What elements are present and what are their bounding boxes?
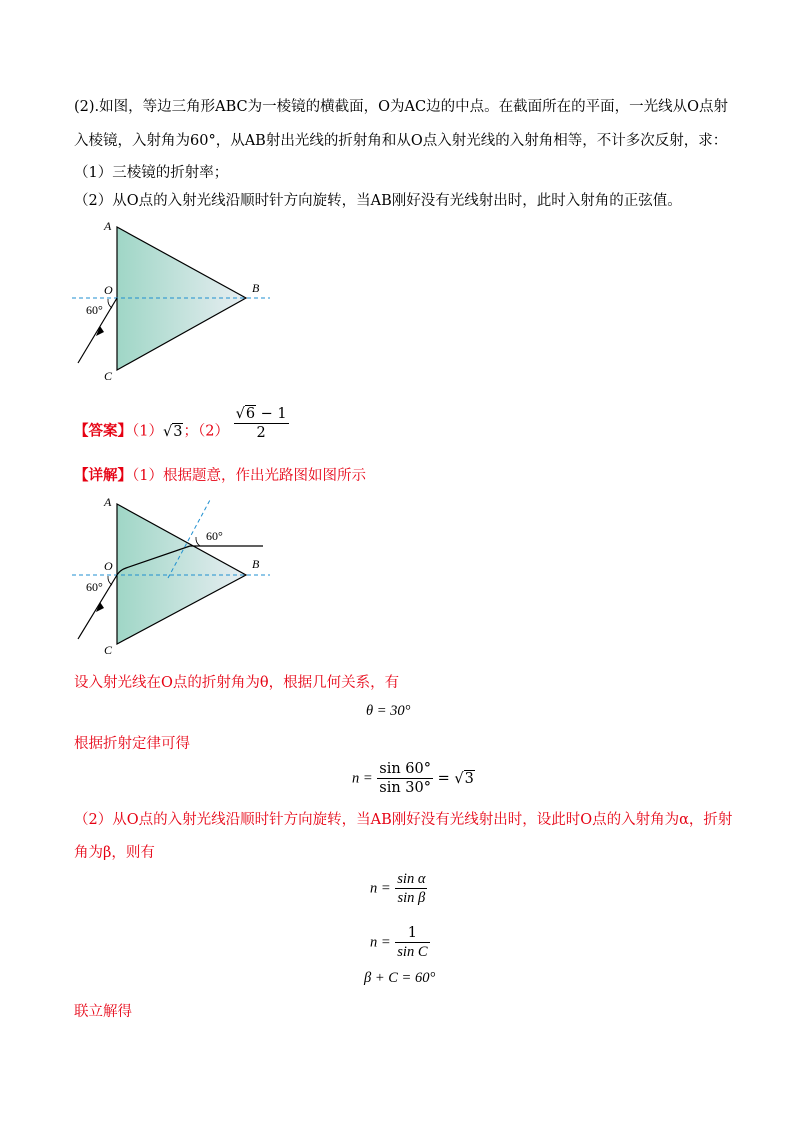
explanation-p3b: 角为β，则有 — [74, 845, 155, 861]
answer-part1-sqrt: √3 — [162, 423, 183, 440]
explanation-tag: 【详解】 — [74, 467, 132, 484]
exit-angle-arc — [196, 537, 200, 546]
question-line-1: (2).如图，等边三角形ABC为一棱镜的横截面，O为AC边的中点。在截面所在的平面，一光线从O点射 — [74, 99, 728, 115]
prism-figure-2 — [60, 492, 300, 662]
label-C: C — [104, 369, 113, 383]
explanation-intro-line — [74, 466, 366, 486]
label-A-2: A — [104, 495, 112, 509]
eq2-fraction: $\frac{\sin 60^\circ}{\sin 30^\circ}$ — [379, 761, 432, 796]
eq4-fraction: $\frac{1}{\text{sin C}}$ — [397, 925, 428, 960]
label-angle: 60° — [86, 303, 103, 317]
explanation-p4: 联立解得 — [74, 1004, 132, 1020]
explanation-p1: 设入射光线在O点的折射角为θ，根据几何关系，有 — [74, 675, 400, 691]
equation-n-alpha-beta: n = $\frac{\text{sin α}}{\text{sin β}}$ — [370, 871, 426, 906]
label-B: B — [252, 281, 260, 295]
question-line-4: （2）从O点的入射光线沿顺时针方向旋转，当AB刚好没有光线射出时，此时入射角的正弦值。 — [74, 193, 682, 209]
explanation-intro: （1）根据题意，作出光路图如图所示 — [132, 468, 366, 484]
answer-line — [74, 406, 289, 447]
equation-theta: θ = 30° — [366, 703, 411, 719]
answer-part2-prefix: （2） — [197, 423, 229, 440]
answer-part1-prefix: （1） — [132, 423, 163, 440]
label-angle-2: 60° — [86, 580, 103, 594]
explanation-p3a: （2）从O点的入射光线沿顺时针方向旋转，当AB刚好没有光线射出时，设此时O点的入射角为α，折射 — [74, 812, 733, 828]
label-C-2: C — [104, 643, 113, 657]
answer-sep: ； — [183, 423, 198, 440]
equation-beta-c: β + C = 60° — [364, 970, 436, 986]
equation-n-critical: n = $\frac{1}{\text{sin C}}$ — [370, 925, 428, 960]
question-line-2: 入棱镜，入射角为60°，从AB射出光线的折射角和从O点入射光线的入射角相等，不计多次反射，求： — [74, 133, 728, 149]
label-B-2: B — [252, 557, 260, 571]
answer-tag: 【答案】 — [74, 422, 132, 440]
label-O-2: O — [104, 559, 113, 573]
label-O: O — [104, 283, 113, 297]
prism-figure-1 — [60, 210, 300, 390]
label-exit-angle: 60° — [206, 529, 223, 543]
prism-triangle-2 — [117, 504, 246, 644]
answer-part2-fraction: $\frac{√6 - 1}{2}$ — [235, 406, 287, 441]
explanation-p2: 根据折射定律可得 — [74, 736, 190, 752]
eq3-fraction: $\frac{\text{sin α}}{\text{sin β}}$ — [397, 871, 426, 906]
label-A: A — [104, 219, 112, 233]
question-line-3: （1）三棱镜的折射率； — [74, 165, 229, 181]
equation-n-sin: n = $\frac{\sin 60^\circ}{\sin 30^\circ}$ = √3 — [352, 761, 474, 796]
